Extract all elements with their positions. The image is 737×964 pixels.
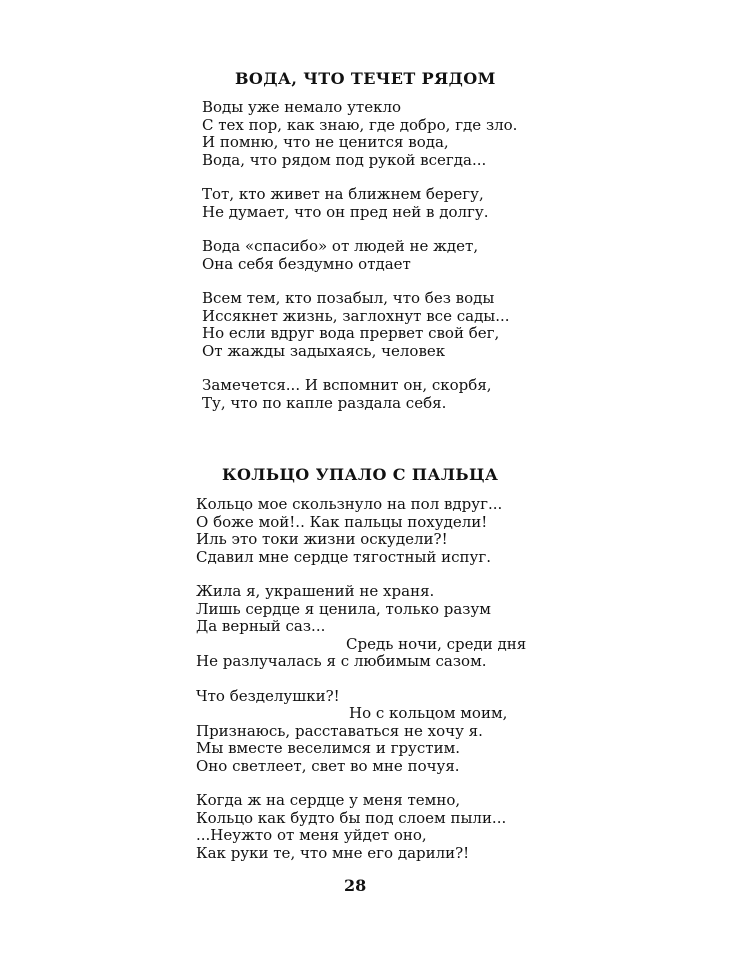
poem-line: Кольцо как будто бы под слоем пыли... xyxy=(196,808,507,827)
stanza xyxy=(196,688,526,776)
poem-line: Да верный саз... xyxy=(196,617,326,635)
stanza xyxy=(202,238,517,273)
stanza xyxy=(196,583,526,671)
poem-body xyxy=(196,496,526,879)
stanza xyxy=(202,186,517,221)
stanza xyxy=(196,496,526,566)
poem-line: Иссякнет жизнь, заглохнут все сады... xyxy=(202,306,510,325)
poem-line: Не думает, что он пред ней в долгу. xyxy=(202,202,489,221)
poem-body xyxy=(202,99,517,429)
poem-line: Что безделушки?! xyxy=(196,686,340,705)
poem-line: Ту, что по капле раздала себя. xyxy=(202,393,447,412)
stanza xyxy=(202,290,517,360)
poem-line: Когда ж на сердце у меня темно, xyxy=(196,791,461,809)
stanza xyxy=(196,792,526,862)
poem-line: Кольцо мое скользнуло на пол вдруг... xyxy=(196,495,503,513)
poem-line: Сдавил мне сердце тягостный испуг. xyxy=(196,547,492,566)
poem-title: ВОДА, ЧТО ТЕЧЕТ РЯДОМ xyxy=(235,69,496,88)
poem-line: О боже мой!.. Как пальцы похудели! xyxy=(196,512,488,531)
poem-line: Не разлучалась я с любимым сазом. xyxy=(196,652,487,670)
poem-line: Замечется... И вспомнит он, скорбя, xyxy=(202,376,492,394)
poem-line: Всем тем, кто позабыл, что без воды xyxy=(202,289,495,307)
poem-line: Но с кольцом моим, xyxy=(349,704,508,722)
page-number: 28 xyxy=(344,876,367,895)
poem-line: С тех пор, как знаю, где добро, где зло. xyxy=(202,115,518,134)
poem-line: Средь ночи, среди дня xyxy=(346,634,527,653)
poem-line: Воды уже немало утекло xyxy=(202,98,402,116)
poem-line: ...Неужто от меня уйдет оно, xyxy=(196,826,427,844)
poem-line: Как руки те, что мне его дарили?! xyxy=(196,843,470,862)
poem-line: Она себя бездумно отдает xyxy=(202,254,411,273)
poem-line: И помню, что не ценится вода, xyxy=(202,133,449,151)
poem-line: Вода «спасибо» от людей не ждет, xyxy=(202,237,479,255)
poem-line: Вода, что рядом под рукой всегда... xyxy=(202,150,487,169)
poem-line: Мы вместе веселимся и грустим. xyxy=(196,739,461,757)
poem-line: Жила я, украшений не храня. xyxy=(196,582,435,600)
stanza xyxy=(202,99,517,169)
poem-line: Тот, кто живет на ближнем берегу, xyxy=(202,185,484,203)
poem-line: От жажды задыхаясь, человек xyxy=(202,341,446,360)
poem-title: КОЛЬЦО УПАЛО С ПАЛЬЦА xyxy=(222,465,499,484)
poem-line: Лишь сердце я ценила, только разум xyxy=(196,599,491,618)
poem-line: Но если вдруг вода прервет свой бег, xyxy=(202,324,500,342)
stanza xyxy=(202,377,517,412)
poem-line: Признаюсь, расставаться не хочу я. xyxy=(196,721,483,740)
poem-line: Иль это токи жизни оскудели?! xyxy=(196,530,448,548)
poem-line: Оно светлеет, свет во мне почуя. xyxy=(196,756,460,775)
